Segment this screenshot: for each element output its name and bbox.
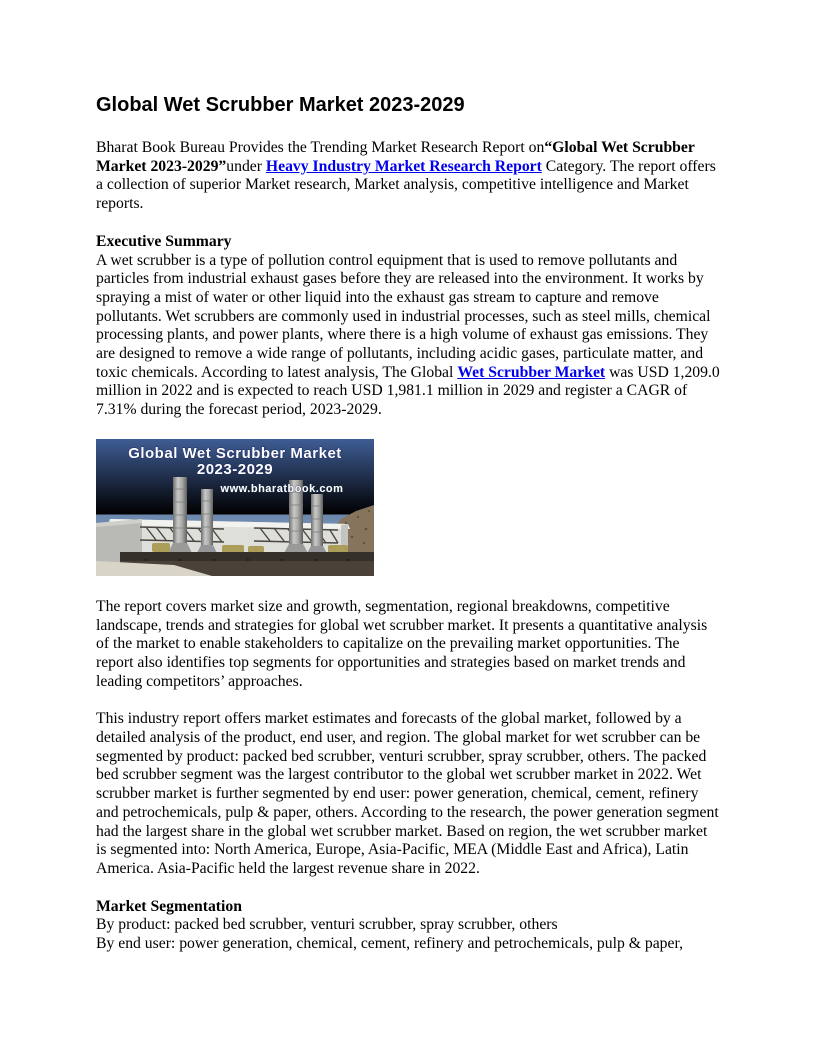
- intro-paragraph: [96, 139, 720, 214]
- executive-summary-paragraph: [96, 233, 720, 420]
- wet-scrubber-figure-image: [96, 439, 374, 576]
- executive-summary-text-pre: A wet scrubber is a type of pollution control equipment that is used to remove pollutants and particles from industrial exhaust gases before they are released into the environment. It works by spraying a mist of water or other liquid into the exhaust gas stream to capture and remove pollutants. Wet scrubbers are commonly used in industrial processes, such as steel mills, chemical processing plants, and power plants, where there is a high volume of exhaust gas emissions. They are designed to remove a wide range of pollutants, including acidic gases, particulate matter, and toxic chemicals. According to latest analysis, The Global: [96, 251, 711, 381]
- wet-scrubber-figure: [96, 439, 374, 576]
- figure-website-text: www.bharatbook.com: [220, 482, 344, 495]
- market-segmentation-block: [96, 898, 720, 954]
- figure-title-line1: Global Wet Scrubber Market: [128, 444, 342, 462]
- wet-scrubber-market-link[interactable]: Wet Scrubber Market: [457, 363, 606, 381]
- executive-summary-text-post: was USD 1,209.0 million in 2022 and is expected to reach USD 1,981.1 million in 2029 and register a CAGR of 7.31% during the forecast period, 2023-2029.: [96, 363, 720, 419]
- segmentation-by-end-user: By end user: power generation, chemical, cement, refinery and petrochemicals, pulp & paper,: [96, 935, 683, 953]
- executive-summary-heading: Executive Summary: [96, 232, 232, 250]
- heavy-industry-report-link[interactable]: Heavy Industry Market Research Report: [265, 157, 542, 175]
- intro-bold-quote: “Global Wet Scrubber Market 2023-2029”: [96, 139, 695, 175]
- figure-title-line2: 2023-2029: [196, 460, 274, 478]
- intro-text-mid: under: [226, 157, 266, 175]
- industry-report-paragraph: This industry report offers market estimates and forecasts of the global market, followed by a detailed analysis of the product, end user, and region. The global market for wet scrubber can be segmented by product: packed bed scrubber, venturi scrubber, spray scrubber, others. The packed bed scrubber segment was the largest contributor to the global wet scrubber market in 2022. Wet scrubber market is further segmented by end user: power generation, chemical, cement, refinery and petrochemicals, pulp & paper, others. According to the research, the power generation segment had the largest share in the global wet scrubber market. Based on region, the wet scrubber market is segmented into: North America, Europe, Asia-Pacific, MEA (Middle East and Africa), Latin America. Asia-Pacific held the largest revenue share in 2022.: [96, 710, 719, 877]
- market-segmentation-heading: Market Segmentation: [96, 897, 242, 915]
- report-coverage-paragraph: The report covers market size and growth, segmentation, regional breakdowns, competitive landscape, trends and strategies for global wet scrubber market. It presents a quantitative analysis of the market to enable stakeholders to capitalize on the prevailing market opportunities. The report also identifies top segments for opportunities and strategies based on market trends and leading competitors’ approaches.: [96, 597, 708, 690]
- intro-text-post: Category. The report offers a collection of superior Market research, Market analysis, competitive intelligence and Market reports.: [96, 157, 716, 213]
- page-title: Global Wet Scrubber Market 2023-2029: [96, 94, 465, 116]
- intro-text-pre: Bharat Book Bureau Provides the Trending Market Research Report on: [96, 139, 545, 156]
- segmentation-by-product: By product: packed bed scrubber, venturi scrubber, spray scrubber, others: [96, 916, 558, 934]
